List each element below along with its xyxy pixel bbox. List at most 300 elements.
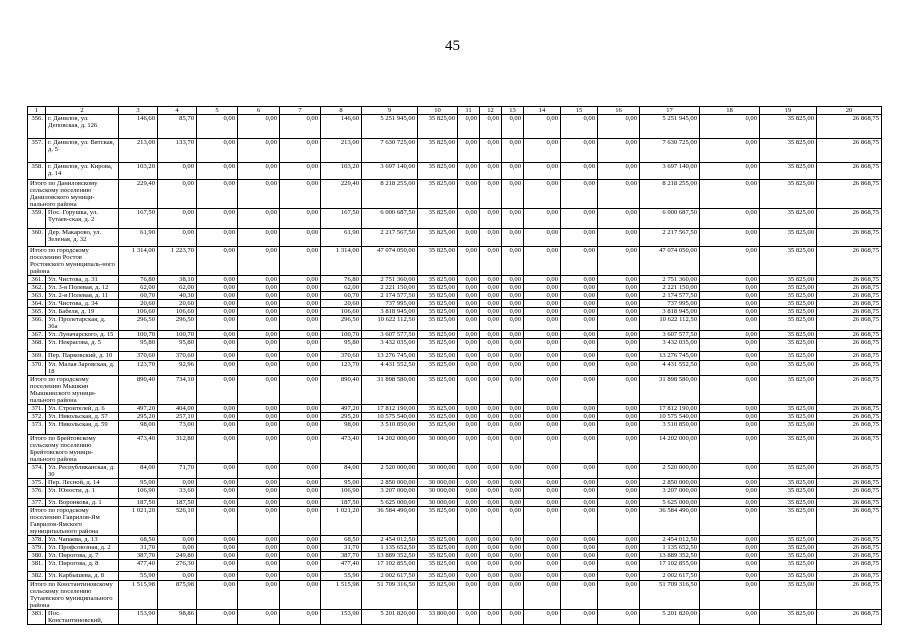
value-cell: 0,00 [561, 507, 598, 536]
value-cell: 0,00 [700, 413, 760, 421]
value-cell: 0,00 [502, 180, 524, 209]
value-cell: 0,00 [458, 316, 480, 331]
value-cell: 0,00 [238, 316, 280, 331]
value-cell: 36 584 490,00 [362, 507, 418, 536]
value-cell: 0,00 [524, 292, 561, 300]
value-cell: 6 000 687,50 [362, 209, 418, 229]
value-cell: 0,00 [197, 610, 238, 625]
value-cell: 1 314,00 [119, 247, 158, 276]
address-cell: Ул. Чапаева, д. 13 [46, 536, 119, 544]
value-cell: 0,00 [238, 435, 280, 464]
value-cell: 0,00 [700, 536, 760, 544]
value-cell: 0,00 [238, 339, 280, 352]
row-number: 375. [28, 479, 46, 487]
value-cell: 1 135 652,50 [640, 544, 700, 552]
value-cell: 30 000,00 [418, 479, 458, 487]
value-cell: 17 812 190,00 [640, 405, 700, 413]
column-header: 14 [524, 107, 561, 115]
value-cell: 35 825,00 [760, 229, 817, 247]
value-cell: 0,00 [700, 544, 760, 552]
value-cell: 123,70 [321, 361, 362, 376]
value-cell: 35 825,00 [418, 115, 458, 139]
value-cell: 0,00 [561, 300, 598, 308]
value-cell: 106,60 [321, 308, 362, 316]
value-cell: 0,00 [561, 331, 598, 339]
value-cell: 0,00 [197, 479, 238, 487]
value-cell: 0,00 [502, 163, 524, 180]
value-cell: 0,00 [598, 464, 640, 479]
value-cell: 1 021,20 [119, 507, 158, 536]
value-cell: 473,40 [321, 435, 362, 464]
value-cell: 312,80 [158, 435, 197, 464]
value-cell: 0,00 [598, 413, 640, 421]
value-cell: 0,00 [280, 361, 321, 376]
value-cell: 1 223,70 [158, 247, 197, 276]
value-cell: 35 825,00 [418, 209, 458, 229]
value-cell: 0,00 [197, 487, 238, 499]
value-cell: 0,00 [700, 284, 760, 292]
table-row [28, 552, 882, 560]
column-header: 1 [28, 107, 46, 115]
value-cell: 0,00 [502, 300, 524, 308]
value-cell: 0,00 [480, 507, 502, 536]
value-cell: 0,00 [458, 536, 480, 544]
value-cell: 35 825,00 [760, 479, 817, 487]
value-cell: 35 825,00 [760, 499, 817, 507]
value-cell: 0,00 [502, 610, 524, 625]
column-header: 6 [238, 107, 280, 115]
column-header: 13 [502, 107, 524, 115]
value-cell: 0,00 [480, 308, 502, 316]
value-cell: 0,00 [458, 544, 480, 552]
value-cell: 2 221 150,00 [640, 284, 700, 292]
address-cell: Ул. Пирогова, д. 7 [46, 552, 119, 560]
value-cell: 0,00 [700, 499, 760, 507]
value-cell: 76,80 [119, 276, 158, 284]
value-cell: 31,70 [321, 544, 362, 552]
value-cell: 40,30 [158, 292, 197, 300]
address-cell: Ул. Пирогова, д. 8 [46, 560, 119, 572]
value-cell: 0,00 [598, 610, 640, 625]
value-cell: 0,00 [598, 421, 640, 435]
value-cell: 35 825,00 [760, 572, 817, 581]
value-cell: 36 584 490,00 [640, 507, 700, 536]
value-cell: 0,00 [524, 487, 561, 499]
header-row [28, 107, 882, 115]
value-cell: 213,00 [119, 139, 158, 163]
value-cell: 0,00 [598, 352, 640, 361]
value-cell: 0,00 [480, 115, 502, 139]
value-cell: 35 825,00 [760, 560, 817, 572]
address-cell: Ул. Строителей, д. 6 [46, 405, 119, 413]
value-cell: 0,00 [238, 421, 280, 435]
value-cell: 3 207 000,00 [362, 487, 418, 499]
value-cell: 2 217 567,50 [640, 229, 700, 247]
value-cell: 35 825,00 [760, 376, 817, 405]
subtotal-row [28, 435, 882, 464]
address-cell: Дер. Макарово, ул. Зеленая, д. 32 [46, 229, 119, 247]
value-cell: 737 995,00 [362, 300, 418, 308]
value-cell: 0,00 [280, 300, 321, 308]
value-cell: 26 868,75 [817, 479, 882, 487]
column-header: 5 [197, 107, 238, 115]
value-cell: 473,40 [119, 435, 158, 464]
value-cell: 35 825,00 [760, 413, 817, 421]
value-cell: 2 520 000,00 [362, 464, 418, 479]
value-cell: 35 825,00 [418, 163, 458, 180]
value-cell: 0,00 [480, 464, 502, 479]
value-cell: 0,00 [458, 581, 480, 610]
value-cell: 26 868,75 [817, 163, 882, 180]
value-cell: 0,00 [502, 331, 524, 339]
value-cell: 296,50 [119, 316, 158, 331]
value-cell: 0,00 [280, 479, 321, 487]
value-cell: 1 021,20 [321, 507, 362, 536]
value-cell: 0,00 [502, 284, 524, 292]
value-cell: 0,00 [561, 499, 598, 507]
value-cell: 0,00 [238, 413, 280, 421]
row-number: 356. [28, 115, 46, 139]
value-cell: 737 995,00 [640, 300, 700, 308]
value-cell: 35 825,00 [418, 405, 458, 413]
value-cell: 0,00 [524, 581, 561, 610]
value-cell: 84,00 [119, 464, 158, 479]
value-cell: 0,00 [524, 464, 561, 479]
value-cell: 0,00 [598, 536, 640, 544]
subtotal-row [28, 247, 882, 276]
row-number: 381. [28, 560, 46, 572]
value-cell: 26 868,75 [817, 413, 882, 421]
value-cell: 3 432 035,00 [640, 339, 700, 352]
value-cell: 0,00 [700, 308, 760, 316]
value-cell: 0,00 [458, 209, 480, 229]
value-cell: 5 201 820,00 [640, 610, 700, 625]
value-cell: 0,00 [524, 376, 561, 405]
value-cell: 0,00 [524, 163, 561, 180]
value-cell: 26 868,75 [817, 300, 882, 308]
value-cell: 0,00 [280, 229, 321, 247]
value-cell: 0,00 [700, 361, 760, 376]
value-cell: 84,00 [321, 464, 362, 479]
value-cell: 0,00 [458, 405, 480, 413]
value-cell: 0,00 [238, 229, 280, 247]
value-cell: 0,00 [700, 352, 760, 361]
value-cell: 0,00 [480, 229, 502, 247]
value-cell: 35 825,00 [760, 544, 817, 552]
value-cell: 0,00 [502, 552, 524, 560]
value-cell: 0,00 [524, 300, 561, 308]
value-cell: 0,00 [238, 487, 280, 499]
value-cell: 370,60 [158, 352, 197, 361]
value-cell: 2 751 360,00 [640, 276, 700, 284]
value-cell: 0,00 [280, 572, 321, 581]
value-cell: 2 850 000,00 [362, 479, 418, 487]
table-row [28, 421, 882, 435]
value-cell: 0,00 [197, 560, 238, 572]
value-cell: 0,00 [598, 405, 640, 413]
value-cell: 35 825,00 [418, 316, 458, 331]
value-cell: 0,00 [197, 339, 238, 352]
value-cell: 0,00 [700, 316, 760, 331]
value-cell: 0,00 [700, 292, 760, 300]
value-cell: 257,10 [158, 413, 197, 421]
value-cell: 26 868,75 [817, 115, 882, 139]
value-cell: 0,00 [598, 115, 640, 139]
table-row [28, 276, 882, 284]
value-cell: 0,00 [700, 560, 760, 572]
value-cell: 0,00 [458, 115, 480, 139]
value-cell: 20,60 [119, 300, 158, 308]
value-cell: 0,00 [480, 544, 502, 552]
address-cell: Ул. 2-я Полевая, д. 11 [46, 292, 119, 300]
value-cell: 477,40 [321, 560, 362, 572]
value-cell: 3 510 850,00 [640, 421, 700, 435]
value-cell: 0,00 [598, 300, 640, 308]
value-cell: 0,00 [561, 352, 598, 361]
column-header: 20 [817, 107, 882, 115]
value-cell: 35 825,00 [760, 300, 817, 308]
value-cell: 92,96 [158, 361, 197, 376]
row-number: 370. [28, 361, 46, 376]
value-cell: 0,00 [598, 308, 640, 316]
value-cell: 0,00 [238, 552, 280, 560]
value-cell: 0,00 [238, 544, 280, 552]
value-cell: 62,00 [158, 284, 197, 292]
value-cell: 0,00 [561, 229, 598, 247]
value-cell: 0,00 [524, 435, 561, 464]
column-header: 10 [418, 107, 458, 115]
value-cell: 295,20 [119, 413, 158, 421]
value-cell: 0,00 [238, 405, 280, 413]
value-cell: 0,00 [238, 247, 280, 276]
value-cell: 95,80 [321, 339, 362, 352]
value-cell: 26 868,75 [817, 308, 882, 316]
value-cell: 106,90 [119, 487, 158, 499]
value-cell: 0,00 [280, 544, 321, 552]
value-cell: 35 825,00 [418, 572, 458, 581]
row-number: 374. [28, 464, 46, 479]
value-cell: 35 825,00 [760, 507, 817, 536]
value-cell: 35 825,00 [418, 247, 458, 276]
value-cell: 526,10 [158, 507, 197, 536]
value-cell: 0,00 [197, 413, 238, 421]
value-cell: 0,00 [280, 292, 321, 300]
value-cell: 0,00 [197, 464, 238, 479]
value-cell: 167,50 [321, 209, 362, 229]
value-cell: 100,70 [119, 331, 158, 339]
value-cell: 0,00 [524, 352, 561, 361]
value-cell: 0,00 [197, 376, 238, 405]
row-number: 376. [28, 487, 46, 499]
value-cell: 35 825,00 [760, 276, 817, 284]
value-cell: 0,00 [197, 499, 238, 507]
value-cell: 0,00 [458, 247, 480, 276]
value-cell: 3 607 577,50 [362, 331, 418, 339]
value-cell: 0,00 [502, 479, 524, 487]
value-cell: 1 515,98 [119, 581, 158, 610]
value-cell: 4 431 552,50 [640, 361, 700, 376]
value-cell: 35 825,00 [760, 487, 817, 499]
value-cell: 0,00 [238, 209, 280, 229]
row-number: 357. [28, 139, 46, 163]
row-number: 364. [28, 300, 46, 308]
value-cell: 0,00 [700, 610, 760, 625]
value-cell: 35 825,00 [418, 507, 458, 536]
value-cell: 0,00 [458, 487, 480, 499]
table-row [28, 536, 882, 544]
value-cell: 0,00 [238, 292, 280, 300]
value-cell: 890,40 [321, 376, 362, 405]
value-cell: 0,00 [480, 352, 502, 361]
value-cell: 0,00 [158, 479, 197, 487]
value-cell: 229,40 [321, 180, 362, 209]
value-cell: 0,00 [480, 413, 502, 421]
value-cell: 10 575 540,00 [362, 413, 418, 421]
address-cell: Ул. Карбышева, д. 8 [46, 572, 119, 581]
table-row [28, 352, 882, 361]
value-cell: 26 868,75 [817, 180, 882, 209]
row-number: 377. [28, 499, 46, 507]
value-cell: 0,00 [561, 339, 598, 352]
value-cell: 0,00 [280, 163, 321, 180]
value-cell: 26 868,75 [817, 421, 882, 435]
value-cell: 0,00 [197, 361, 238, 376]
value-cell: 0,00 [561, 581, 598, 610]
value-cell: 13 889 352,50 [640, 552, 700, 560]
table-row [28, 316, 882, 331]
value-cell: 0,00 [700, 300, 760, 308]
table-row [28, 339, 882, 352]
value-cell: 35 825,00 [760, 180, 817, 209]
value-cell: 35 825,00 [760, 421, 817, 435]
value-cell: 0,00 [700, 115, 760, 139]
value-cell: 0,00 [480, 276, 502, 284]
data-table [27, 106, 882, 625]
value-cell: 0,00 [280, 352, 321, 361]
value-cell: 5 201 820,00 [362, 610, 418, 625]
value-cell: 5 625 000,00 [640, 499, 700, 507]
value-cell: 0,00 [197, 139, 238, 163]
value-cell: 0,00 [238, 499, 280, 507]
value-cell: 0,00 [197, 292, 238, 300]
value-cell: 0,00 [480, 552, 502, 560]
value-cell: 0,00 [502, 229, 524, 247]
value-cell: 0,00 [280, 536, 321, 544]
value-cell: 0,00 [561, 247, 598, 276]
value-cell: 0,00 [700, 180, 760, 209]
value-cell: 0,00 [502, 308, 524, 316]
value-cell: 0,00 [480, 180, 502, 209]
table-row [28, 544, 882, 552]
value-cell: 35 825,00 [760, 292, 817, 300]
value-cell: 0,00 [280, 421, 321, 435]
value-cell: 0,00 [458, 421, 480, 435]
value-cell: 0,00 [502, 361, 524, 376]
value-cell: 26 868,75 [817, 581, 882, 610]
value-cell: 62,00 [321, 284, 362, 292]
value-cell: 35 825,00 [418, 560, 458, 572]
value-cell: 0,00 [280, 552, 321, 560]
value-cell: 387,70 [321, 552, 362, 560]
value-cell: 0,00 [524, 499, 561, 507]
value-cell: 0,00 [280, 339, 321, 352]
value-cell: 0,00 [480, 339, 502, 352]
row-number: 362. [28, 284, 46, 292]
value-cell: 0,00 [598, 552, 640, 560]
value-cell: 31 898 580,00 [362, 376, 418, 405]
value-cell: 13 276 745,00 [362, 352, 418, 361]
value-cell: 2 002 617,50 [640, 572, 700, 581]
value-cell: 0,00 [480, 376, 502, 405]
value-cell: 0,00 [524, 247, 561, 276]
value-cell: 26 868,75 [817, 247, 882, 276]
value-cell: 17 102 855,00 [640, 560, 700, 572]
value-cell: 0,00 [238, 536, 280, 544]
value-cell: 0,00 [700, 229, 760, 247]
value-cell: 0,00 [280, 284, 321, 292]
value-cell: 0,00 [561, 361, 598, 376]
subtotal-row [28, 376, 882, 405]
value-cell: 0,00 [502, 376, 524, 405]
value-cell: 35 825,00 [760, 247, 817, 276]
value-cell: 0,00 [598, 163, 640, 180]
group-label: Итого по Даниловскому сельскому поселению Даниловского муници-пального района [28, 180, 119, 209]
value-cell: 0,00 [502, 421, 524, 435]
value-cell: 68,50 [119, 536, 158, 544]
value-cell: 5 251 945,00 [640, 115, 700, 139]
value-cell: 17 812 190,00 [362, 405, 418, 413]
row-number: 379. [28, 544, 46, 552]
value-cell: 0,00 [458, 361, 480, 376]
value-cell: 26 868,75 [817, 139, 882, 163]
subtotal-row [28, 581, 882, 610]
value-cell: 26 868,75 [817, 610, 882, 625]
value-cell: 35 825,00 [418, 361, 458, 376]
value-cell: 35 825,00 [760, 163, 817, 180]
row-number: 358. [28, 163, 46, 180]
value-cell: 0,00 [598, 292, 640, 300]
value-cell: 0,00 [197, 421, 238, 435]
value-cell: 146,60 [321, 115, 362, 139]
value-cell: 0,00 [561, 139, 598, 163]
value-cell: 0,00 [524, 180, 561, 209]
value-cell: 0,00 [700, 405, 760, 413]
value-cell: 2 217 567,50 [362, 229, 418, 247]
value-cell: 0,00 [458, 163, 480, 180]
value-cell: 1 135 652,50 [362, 544, 418, 552]
value-cell: 0,00 [561, 284, 598, 292]
value-cell: 0,00 [158, 572, 197, 581]
value-cell: 0,00 [524, 560, 561, 572]
value-cell: 0,00 [524, 405, 561, 413]
value-cell: 0,00 [502, 581, 524, 610]
value-cell: 0,00 [238, 507, 280, 536]
value-cell: 276,30 [158, 560, 197, 572]
value-cell: 0,00 [598, 339, 640, 352]
value-cell: 98,86 [158, 610, 197, 625]
column-header: 18 [700, 107, 760, 115]
value-cell: 26 868,75 [817, 544, 882, 552]
value-cell: 3 697 140,00 [640, 163, 700, 180]
row-number: 382. [28, 572, 46, 581]
value-cell: 0,00 [561, 115, 598, 139]
value-cell: 0,00 [280, 560, 321, 572]
column-header: 8 [321, 107, 362, 115]
value-cell: 0,00 [280, 405, 321, 413]
value-cell: 0,00 [561, 180, 598, 209]
value-cell: 35 825,00 [760, 581, 817, 610]
value-cell: 60,70 [321, 292, 362, 300]
